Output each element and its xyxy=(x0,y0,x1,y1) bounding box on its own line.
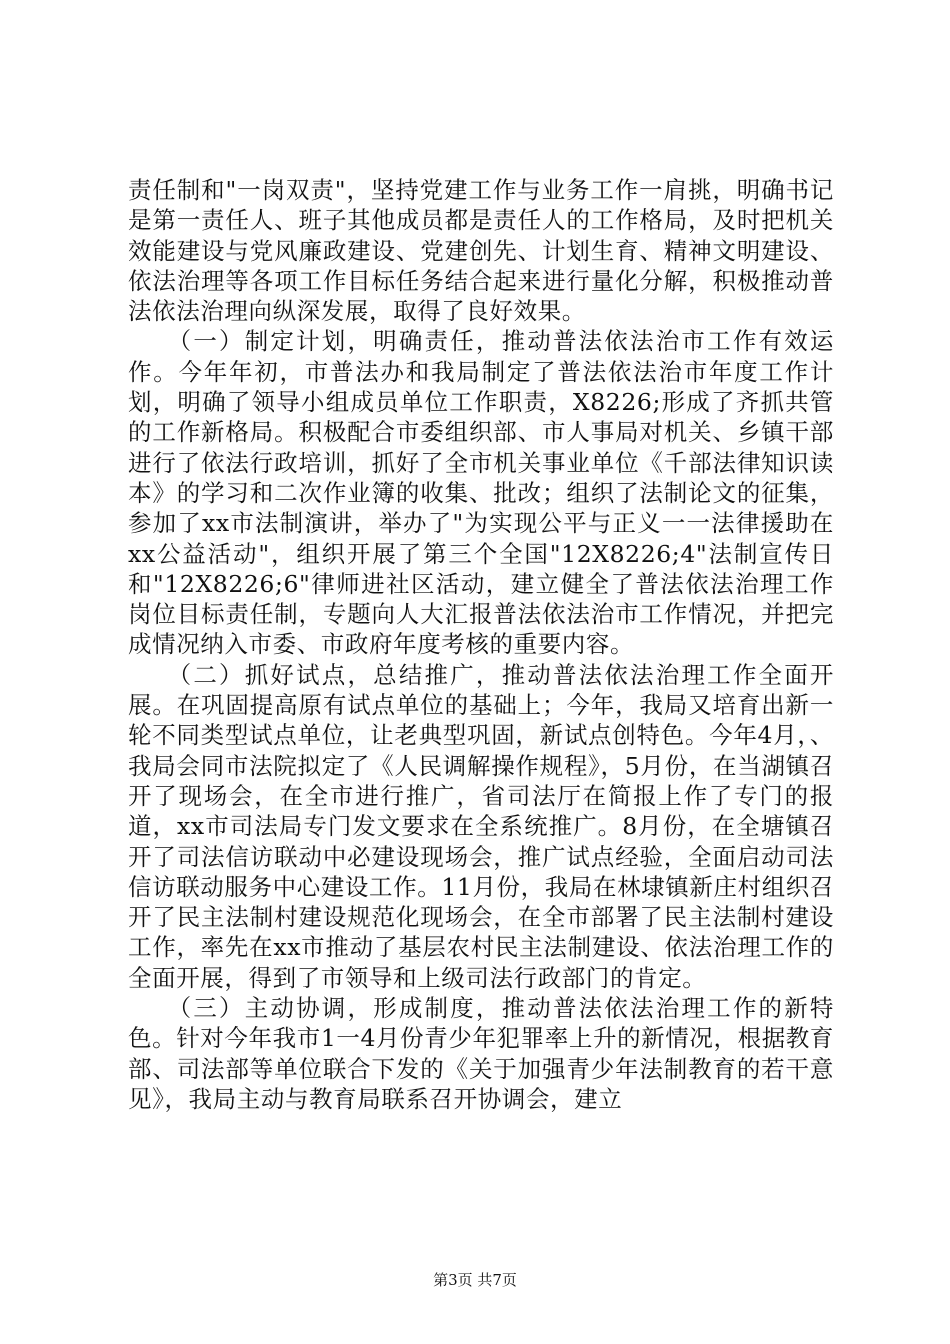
paragraph-section-1: （一）制定计划，明确责任，推动普法依法治市工作有效运作。今年年初，市普法办和我局制定了普法依法治市年度工作计划，明确了领导小组成员单位工作职责，X8226;形成了齐抓共管的工作新格局。积极配合市委组织部、市人事局对机关、乡镇干部进行了依法行政培训，抓好了全市机关事业单位《千部法律知识读本》的学习和二次作业簿的收集、批改；组织了法制论文的征集，参加了xx市法制演讲，举办了"为实现公平与正义一一法律援助在xx公益活动"，组织开展了第三个全国"12X8226;4"法制宣传日和"12X8226;6"律师进社区活动，建立健全了普法依法治理工作岗位目标责任制，专题向人大汇报普法依法治市工作情况，并把完成情况纳入市委、市政府年度考核的重要内容。 xyxy=(128,327,834,659)
paragraph-section-2: （二）抓好试点，总结推广，推动普法依法治理工作全面开展。在巩固提高原有试点单位的基础上；今年，我局又培育出新一轮不同类型试点单位，让老典型巩固，新试点创特色。今年4月，、我局会同市法院拟定了《人民调解操作规程》，5月份，在当湖镇召开了现场会，在全市进行推广，省司法厅在简报上作了专门的报道，xx市司法局专门发文要求在全系统推广。8月份，在全塘镇召开了司法信访联动中必建设现场会，推广试点经验，全面启动司法信访联动服务中心建设工作。11月份，我局在林埭镇新庄村组织召开了民主法制村建设规范化现场会，在全市部署了民主法制村建设工作，率先在xx市推动了基层农村民主法制建设、依法治理工作的全面开展，得到了市领导和上级司法行政部门的肯定。 xyxy=(128,660,834,992)
paragraph-intro: 责任制和"一岗双责"，坚持党建工作与业务工作一肩挑，明确书记是第一责任人、班子其他成员都是责任人的工作格局，及时把机关效能建设与党风廉政建设、党建创先、计划生育、精神文明建设、依法治理等各项工作目标任务结合起来进行量化分解，积极推动普法依法治理向纵深发展，取得了良好效果。 xyxy=(128,176,834,326)
page-number: 第3页 共7页 xyxy=(433,1271,517,1289)
page-footer xyxy=(0,1270,950,1290)
paragraph-section-3: （三）主动协调，形成制度，推动普法依法治理工作的新特色。针对今年我市1一4月份青少年犯罪率上升的新情况，根据教育部、司法部等单位联合下发的《关于加强青少年法制教育的若干意见》，我局主动与教育局联系召开协调会，建立 xyxy=(128,994,834,1113)
document-body xyxy=(128,175,834,1114)
